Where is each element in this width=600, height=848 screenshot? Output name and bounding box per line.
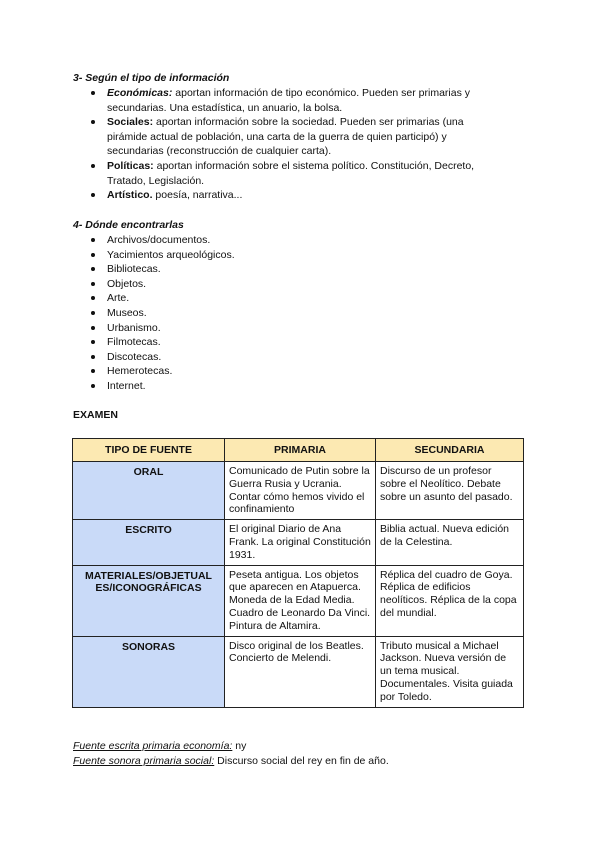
list-item: Discotecas. xyxy=(90,350,502,365)
list-item: Archivos/documentos. xyxy=(90,233,502,248)
footnote xyxy=(73,740,246,752)
table-row xyxy=(73,565,524,636)
list-item: Bibliotecas. xyxy=(90,262,502,277)
cell-primaria: Comunicado de Putin sobre la Guerra Rusia y Ucrania. Contar cómo hemos vivido el confinamiento xyxy=(225,462,376,520)
examen-title: EXAMEN xyxy=(73,409,118,421)
sources-table xyxy=(72,438,524,708)
list-item: Urbanismo. xyxy=(90,321,502,336)
cell-type: ORAL xyxy=(73,462,225,520)
cell-primaria: Disco original de los Beatles. Concierto de Melendi. xyxy=(225,636,376,707)
item-text: aportan información de tipo económico. Pueden ser primarias y secundarias. Una estadística, un anuario, la bolsa. xyxy=(107,87,471,114)
item-term: Artístico. xyxy=(107,189,153,202)
item-term: Económicas: xyxy=(107,87,173,99)
item-term: Sociales: xyxy=(107,116,154,129)
section4-list xyxy=(90,233,502,394)
list-item: Hemerotecas. xyxy=(90,364,502,379)
section3-heading: 3- Según el tipo de información xyxy=(73,72,230,84)
table-header-row xyxy=(73,439,524,462)
list-item: Museos. xyxy=(90,306,502,321)
table-row xyxy=(73,636,524,707)
list-item xyxy=(90,115,502,159)
list-item: Filmotecas. xyxy=(90,335,502,350)
cell-secundaria: Discurso de un profesor sobre el Neolítico. Debate sobre un asunto del pasado. xyxy=(376,462,524,520)
cell-secundaria: Réplica del cuadro de Goya. Réplica de edificios neolíticos. Réplica de la copa del mundial. xyxy=(376,565,524,636)
cell-type: SONORAS xyxy=(73,636,225,707)
table-row xyxy=(73,520,524,565)
footnote-text: Discurso social del rey en fin de año. xyxy=(214,755,389,767)
header-primaria: PRIMARIA xyxy=(225,439,376,462)
header-secundaria: SECUNDARIA xyxy=(376,439,524,462)
list-item xyxy=(90,86,502,115)
item-text: aportan información sobre el sistema político. Constitución, Decreto, Tratado, Legislación. xyxy=(107,159,475,187)
cell-type: MATERIALES/OBJETUAL ES/ICONOGRÁFICAS xyxy=(73,565,225,636)
footnote-source: Fuente escrita primaria economía: xyxy=(73,740,233,752)
section3-list xyxy=(90,86,502,203)
list-item xyxy=(90,159,502,188)
table-row xyxy=(73,462,524,520)
footnote-source: Fuente sonora primaria social: xyxy=(73,755,215,767)
list-item xyxy=(90,188,502,203)
footnote-text: ny xyxy=(232,740,247,752)
header-tipo: TIPO DE FUENTE xyxy=(73,439,225,462)
cell-primaria: Peseta antigua. Los objetos que aparecen en Atapuerca. Moneda de la Edad Media. Cuadro de Leonardo Da Vinci. Pintura de Altamira. xyxy=(225,565,376,636)
list-item: Internet. xyxy=(90,379,502,394)
cell-primaria: El original Diario de Ana Frank. La original Constitución 1931. xyxy=(225,520,376,565)
list-item: Yacimientos arqueológicos. xyxy=(90,248,502,263)
cell-secundaria: Biblia actual. Nueva edición de la Celestina. xyxy=(376,520,524,565)
item-term: Políticas: xyxy=(107,159,154,172)
cell-type: ESCRITO xyxy=(73,520,225,565)
list-item: Arte. xyxy=(90,291,502,306)
item-text: aportan información sobre la sociedad. Pueden ser primarias (una pirámide actual de población, una carta de la guerra de quien participó) y secundarias (reconstrucción de cualquier carta). xyxy=(107,116,464,158)
footnote xyxy=(73,755,389,767)
section4-heading: 4- Dónde encontrarlas xyxy=(73,219,184,231)
list-item: Objetos. xyxy=(90,277,502,292)
item-text: poesía, narrativa... xyxy=(152,189,243,202)
cell-secundaria: Tributo musical a Michael Jackson. Nueva versión de un tema musical. Documentales. Visita guiada por Toledo. xyxy=(376,636,524,707)
